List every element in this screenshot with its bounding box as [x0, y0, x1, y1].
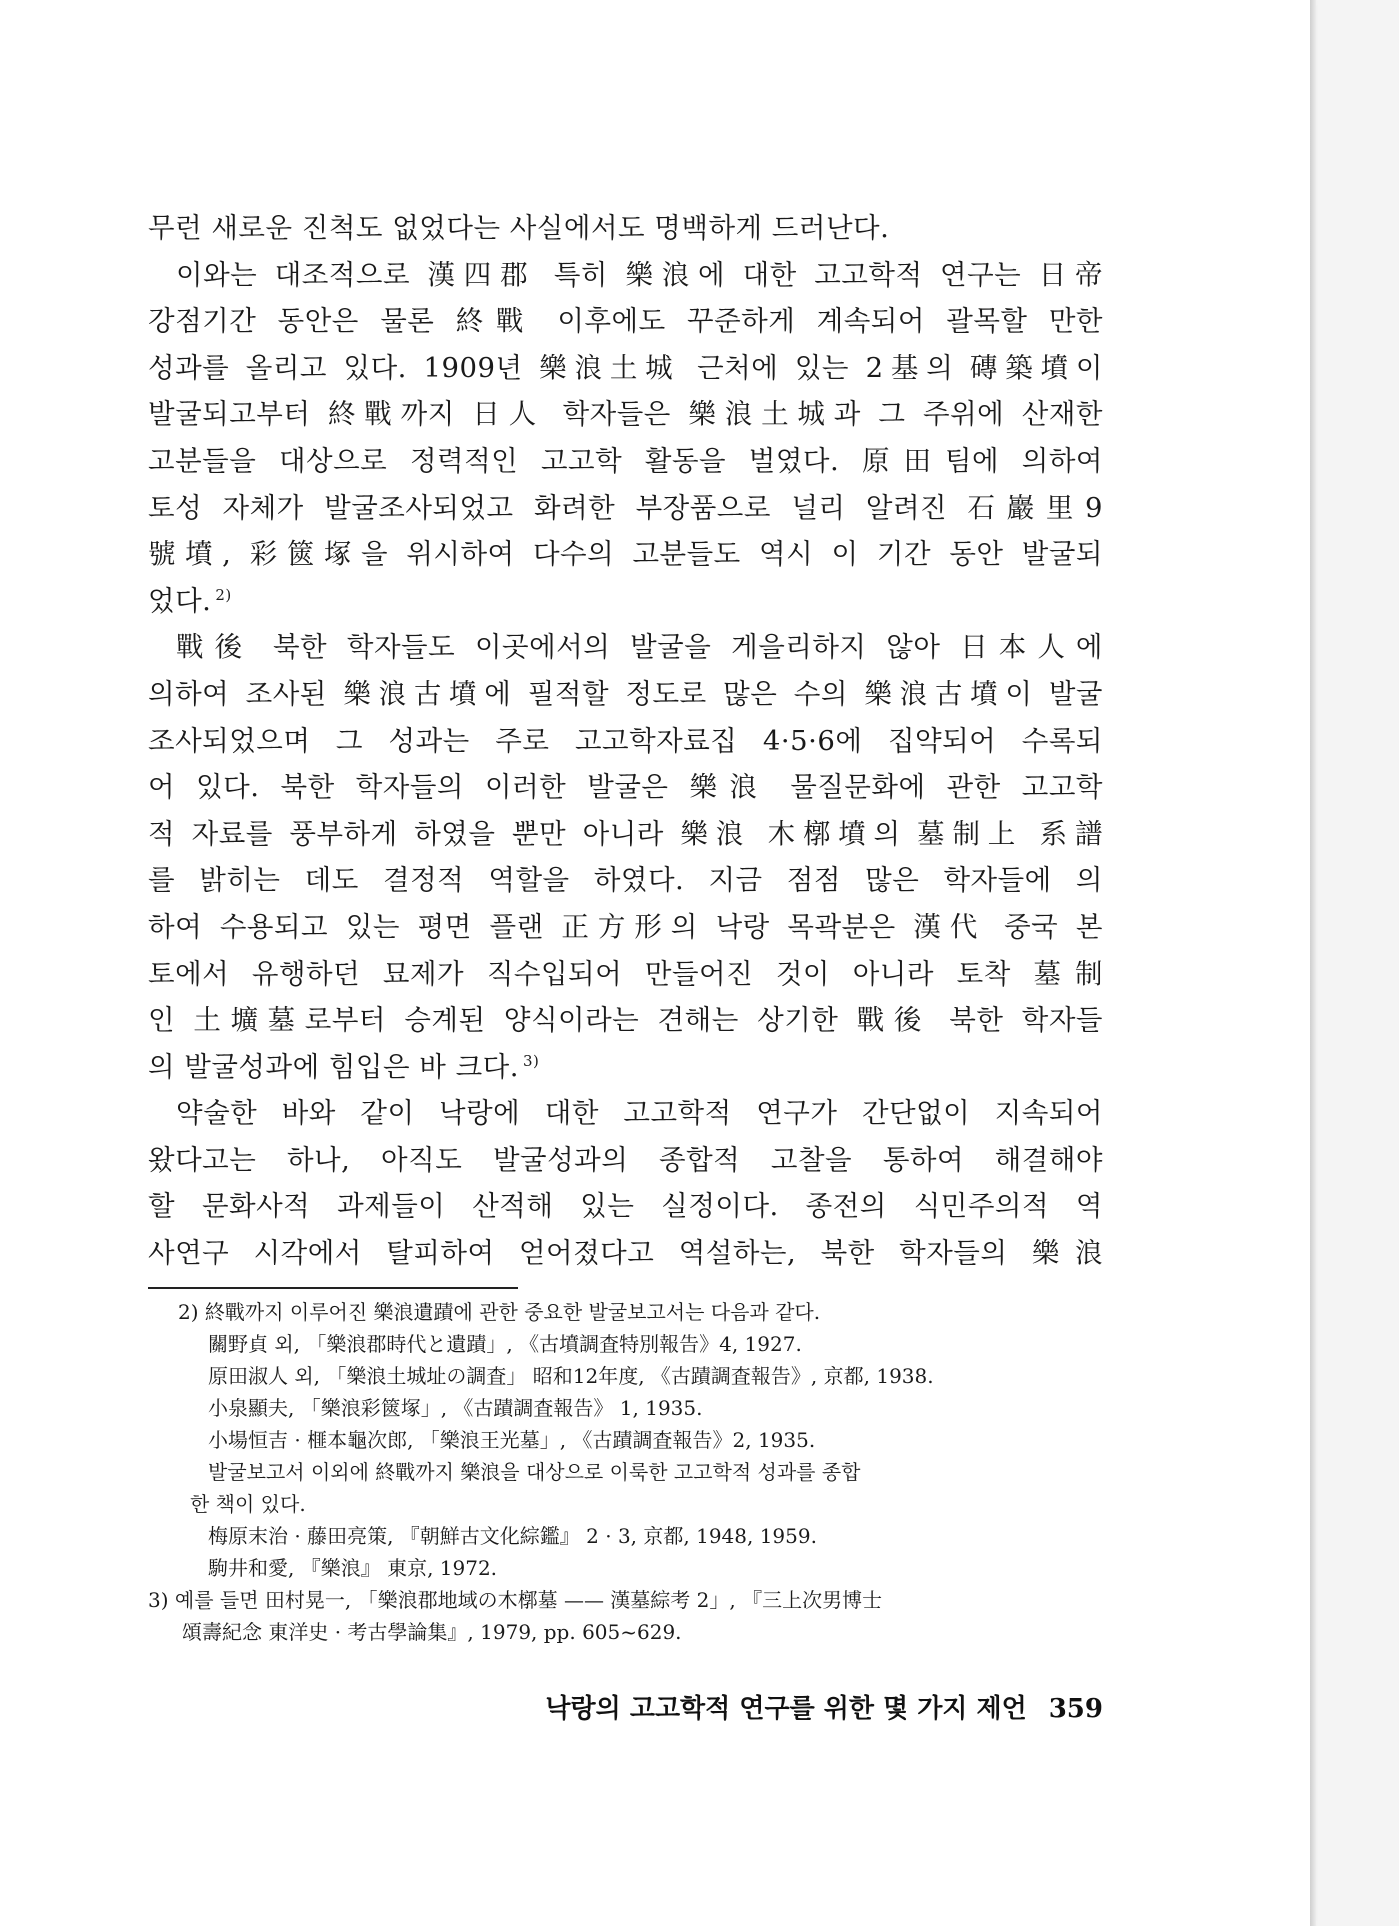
body-line: 사연구 시각에서 탈피하여 얻어졌다고 역설하는, 북한 학자들의 樂浪 — [148, 1237, 1103, 1270]
body-line: 인 土壙墓로부터 승계된 양식이라는 견해는 상기한 戰後 북한 학자들 — [148, 1004, 1103, 1037]
body-line: 의하여 조사된 樂浪古墳에 필적할 정도로 많은 수의 樂浪古墳이 발굴 — [148, 677, 1103, 710]
footnote-ref-2: 2) — [215, 585, 232, 604]
body-line: 성과를 올리고 있다. 1909년 樂浪土城 근처에 있는 2基의 磚築墳이 — [148, 351, 1103, 384]
body-line: 고분들을 대상으로 정력적인 고고학 활동을 벌였다. 原田팀에 의하여 — [148, 444, 1103, 477]
body-line: 의 발굴성과에 힘입은 바 크다. $^{3)}$ — [148, 1050, 540, 1083]
footnote-line: 발굴보고서 이외에 終戰까지 樂浪을 대상으로 이룩한 고고학적 성과를 종합 — [208, 1460, 861, 1484]
footnote-divider — [148, 1287, 518, 1289]
footnote-line: 3) 예를 들면 田村晃一, 「樂浪郡地域の木槨墓 —— 漢墓綜考 2」, 『三上次男博士 — [148, 1588, 883, 1612]
body-line: 발굴되고부터 終戰까지 日人 학자들은 樂浪土城과 그 주위에 산재한 — [148, 398, 1103, 431]
body-line: 를 밝히는 데도 결정적 역할을 하였다. 지금 점점 많은 학자들에 의 — [148, 864, 1103, 897]
body-line: 조사되었으며 그 성과는 주로 고고학자료집 4·5·6에 집약되어 수록되 — [148, 724, 1103, 757]
body-line: 하여 수용되고 있는 평면 플랜 正方形의 낙랑 목곽분은 漢代 중국 본 — [148, 910, 1103, 943]
footnote-line: 頌壽紀念 東洋史 · 考古學論集』, 1979, pp. 605~629. — [182, 1620, 682, 1644]
footnote-line: 小泉顯夫, 「樂浪彩篋塚」, 《古蹟調査報告》 1, 1935. — [208, 1396, 703, 1420]
footnote-line: 原田淑人 외, 「樂浪土城址の調査」 昭和12年度, 《古蹟調査報告》, 京都, 1938. — [208, 1364, 934, 1388]
body-line: 적 자료를 풍부하게 하였을 뿐만 아니라 樂浪 木槨墳의 墓制上 系譜 — [148, 817, 1103, 850]
footnote-line: 駒井和愛, 『樂浪』 東京, 1972. — [208, 1556, 498, 1580]
body-line: 무런 새로운 진척도 없었다는 사실에서도 명백하게 드러난다. — [148, 212, 890, 244]
running-footer — [470, 1688, 1103, 1725]
body-line: 할 문화사적 과제들이 산적해 있는 실정이다. 종전의 식민주의적 역 — [148, 1190, 1103, 1223]
body-line: 戰後 북한 학자들도 이곳에서의 발굴을 게을리하지 않아 日本人에 — [176, 631, 1103, 664]
page-number: 359 — [1048, 1694, 1103, 1724]
body-line: 약술한 바와 같이 낙랑에 대한 고고학적 연구가 간단없이 지속되어 — [176, 1097, 1103, 1130]
body-line: 이와는 대조적으로 漢四郡 특히 樂浪에 대한 고고학적 연구는 日帝 — [176, 258, 1103, 291]
footnote-line: 小場恒吉 · 榧本龜次郎, 「樂浪王光墓」, 《古蹟調査報告》2, 1935. — [208, 1428, 816, 1452]
page-edge-shadow — [1310, 0, 1316, 1926]
body-text — [148, 205, 1103, 1277]
footnotes — [148, 1296, 1103, 1648]
footnote-line: 2) 終戰까지 이루어진 樂浪遺蹟에 관한 중요한 발굴보고서는 다음과 같다. — [178, 1300, 821, 1324]
body-line: 어 있다. 북한 학자들의 이러한 발굴은 樂浪 물질문화에 관한 고고학 — [148, 771, 1103, 804]
body-line: 왔다고는 하나, 아직도 발굴성과의 종합적 고찰을 통하여 해결해야 — [148, 1143, 1103, 1176]
running-footer-title: 낙랑의 고고학적 연구를 위한 몇 가지 제언 — [545, 1694, 1027, 1724]
body-line: 토성 자체가 발굴조사되었고 화려한 부장품으로 널리 알려진 石巖里9 — [148, 491, 1103, 524]
footnote-ref-3: 3) — [523, 1051, 540, 1070]
footnote-line: 梅原末治 · 藤田亮策, 『朝鮮古文化綜鑑』 2 · 3, 京都, 1948, 1959. — [208, 1524, 817, 1548]
body-line: 강점기간 동안은 물론 終戰 이후에도 꾸준하게 계속되어 괄목할 만한 — [148, 305, 1103, 338]
body-line: 었다. $^{2)}$ — [148, 584, 232, 617]
footnote-line: 關野貞 외, 「樂浪郡時代と遺蹟」, 《古墳調査特別報告》4, 1927. — [208, 1332, 802, 1356]
footnote-line: 한 책이 있다. — [190, 1492, 306, 1516]
body-line: 號墳, 彩篋塚을 위시하여 다수의 고분들도 역시 이 기간 동안 발굴되 — [148, 538, 1103, 571]
body-line: 토에서 유행하던 묘제가 직수입되어 만들어진 것이 아니라 토착 墓制 — [148, 957, 1103, 990]
